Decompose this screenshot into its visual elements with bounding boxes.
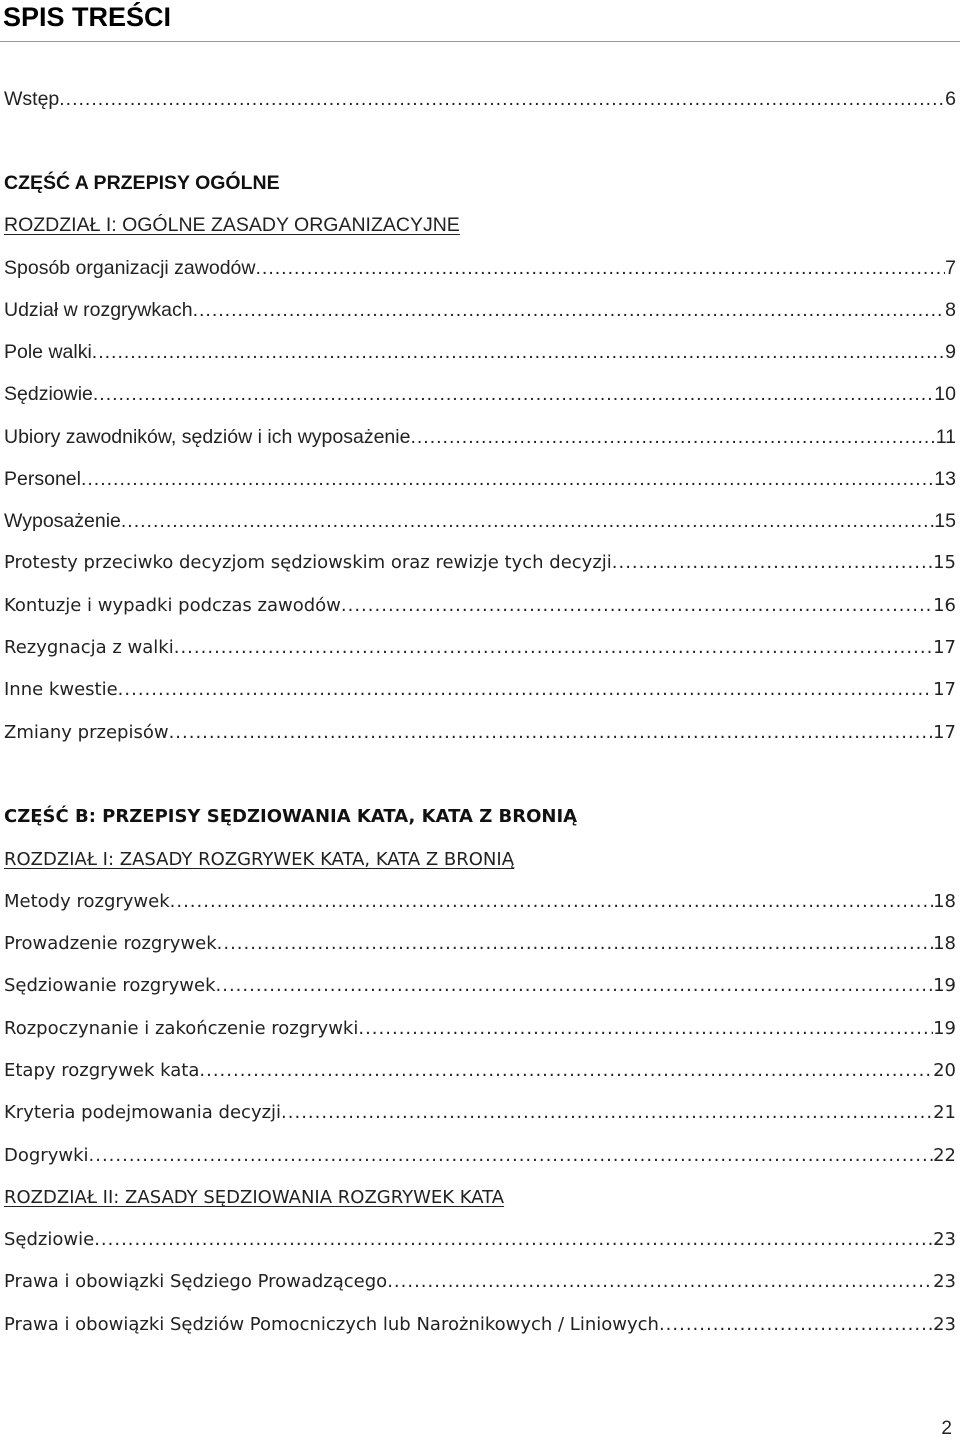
toc-dot-leader <box>217 930 933 958</box>
toc-entry-label: Kryteria podejmowania decyzji <box>4 1102 282 1123</box>
toc-entry-label: Rezygnacja z walki <box>4 637 174 658</box>
toc-entry[interactable] <box>4 254 956 282</box>
toc-entry[interactable] <box>4 465 956 493</box>
toc-entry-label: Wyposażenie <box>4 510 121 532</box>
part-a-chapter-1-title[interactable]: ROZDZIAŁ I: OGÓLNE ZASADY ORGANIZACYJNE <box>4 214 460 236</box>
title-divider <box>0 41 960 42</box>
page-title: SPIS TREŚCI <box>3 2 172 32</box>
toc-entry[interactable] <box>4 592 956 620</box>
toc-dot-leader <box>659 1311 933 1339</box>
toc-entry-page: 17 <box>933 679 956 700</box>
toc-entry-page: 6 <box>945 88 956 110</box>
toc-entry-page: 19 <box>933 975 956 996</box>
part-b-heading: CZĘŚĆ B: PRZEPISY SĘDZIOWANIA KATA, KATA Z BRONIĄ <box>4 806 578 827</box>
toc-dot-leader <box>612 549 933 577</box>
toc-entry-label: Kontuzje i wypadki podczas zawodów <box>4 595 341 616</box>
toc-entry-label: Prawa i obowiązki Sędziów Pomocniczych lub Narożnikowych / Liniowych <box>4 1314 659 1335</box>
toc-dot-leader <box>121 507 934 535</box>
toc-entry-page: 8 <box>945 299 956 321</box>
toc-entry-label: Prowadzenie rozgrywek <box>4 933 217 954</box>
toc-dot-leader <box>199 1057 933 1085</box>
toc-entry-label: Zmiany przepisów <box>4 722 169 743</box>
toc-entry[interactable] <box>4 888 956 916</box>
part-b-chapter-2-title[interactable]: ROZDZIAŁ II: ZASADY SĘDZIOWANIA ROZGRYWEK KATA <box>4 1187 505 1208</box>
toc-entry[interactable] <box>4 1268 956 1296</box>
toc-entry-label: Personel <box>4 468 81 490</box>
toc-entry-label: Rozpoczynanie i zakończenie rozgrywki <box>4 1018 359 1039</box>
toc-entry-page: 9 <box>945 341 956 363</box>
toc-entry[interactable] <box>4 549 956 577</box>
toc-entry-page: 23 <box>933 1271 956 1292</box>
toc-entry[interactable] <box>4 1015 956 1043</box>
toc-dot-leader <box>81 465 934 493</box>
toc-entry[interactable] <box>4 1057 956 1085</box>
toc-entry[interactable] <box>4 1226 956 1254</box>
toc-entry-page: 18 <box>933 933 956 954</box>
toc-entry-label: Etapy rozgrywek kata <box>4 1060 200 1081</box>
toc-dot-leader <box>358 1015 933 1043</box>
toc-dot-leader <box>59 85 945 113</box>
toc-entry-label: Sposób organizacji zawodów <box>4 257 256 279</box>
toc-entry-label: Ubiory zawodników, sędziów i ich wyposażenie <box>4 426 411 448</box>
toc-entry[interactable] <box>4 338 956 366</box>
toc-entry-page: 18 <box>933 891 956 912</box>
toc-entry[interactable] <box>4 634 956 662</box>
toc-entry-page: 16 <box>933 595 956 616</box>
toc-dot-leader <box>93 380 934 408</box>
toc-entry[interactable] <box>4 423 956 451</box>
toc-entry-page: 20 <box>933 1060 956 1081</box>
toc-dot-leader <box>387 1268 933 1296</box>
toc-entry-page: 22 <box>933 1145 956 1166</box>
toc-entry-page: 17 <box>933 637 956 658</box>
toc-dot-leader <box>281 1099 933 1127</box>
toc-entry-page: 11 <box>935 426 956 448</box>
toc-entry-label: Metody rozgrywek <box>4 891 170 912</box>
toc-entry-page: 15 <box>934 510 956 532</box>
toc-dot-leader <box>174 634 933 662</box>
toc-dot-leader <box>410 423 935 451</box>
toc-entry[interactable] <box>4 1099 956 1127</box>
toc-entry-label: Wstęp <box>4 88 60 110</box>
toc-entry[interactable] <box>4 507 956 535</box>
toc-dot-leader <box>193 296 946 324</box>
toc-entry-page: 21 <box>933 1102 956 1123</box>
toc-entry-label: Sędziowanie rozgrywek <box>4 975 216 996</box>
toc-entry-page: 7 <box>945 257 956 279</box>
toc-entry[interactable] <box>4 1142 956 1170</box>
toc-entry-page: 23 <box>933 1229 956 1250</box>
toc-entry-label: Udział w rozgrywkach <box>4 299 193 321</box>
toc-dot-leader <box>216 972 934 1000</box>
toc-dot-leader <box>94 1226 933 1254</box>
toc-entry[interactable] <box>4 719 956 747</box>
toc-entry-label: Dogrywki <box>4 1145 89 1166</box>
toc-dot-leader <box>169 719 934 747</box>
toc-dot-leader <box>89 1142 934 1170</box>
part-b-chapter-1-title[interactable]: ROZDZIAŁ I: ZASADY ROZGRYWEK KATA, KATA Z BRONIĄ <box>4 849 515 870</box>
toc-dot-leader <box>341 592 933 620</box>
toc-entry[interactable] <box>4 676 956 704</box>
part-a-heading: CZĘŚĆ A PRZEPISY OGÓLNE <box>4 172 280 194</box>
page-number: 2 <box>941 1418 952 1439</box>
toc-entry[interactable] <box>4 380 956 408</box>
toc-entry-page: 19 <box>933 1018 956 1039</box>
toc-dot-leader <box>118 676 933 704</box>
toc-entry-label: Inne kwestie <box>4 679 118 700</box>
toc-entry-page: 23 <box>933 1314 956 1335</box>
toc-entry-label: Sędziowie <box>4 383 93 405</box>
toc-entry-page: 10 <box>934 383 956 405</box>
toc-entry-label: Protesty przeciwko decyzjom sędziowskim oraz rewizje tych decyzji <box>4 552 612 573</box>
toc-entry-label: Sędziowie <box>4 1229 95 1250</box>
toc-dot-leader <box>255 254 945 282</box>
toc-dot-leader <box>170 888 933 916</box>
toc-entry-page: 15 <box>933 552 956 573</box>
toc-entry-intro[interactable] <box>4 85 956 113</box>
toc-entry[interactable] <box>4 296 956 324</box>
toc-dot-leader <box>92 338 945 366</box>
toc-entry-page: 17 <box>933 722 956 743</box>
toc-entry-label: Pole walki <box>4 341 92 363</box>
toc-entry-page: 13 <box>934 468 956 490</box>
toc-entry[interactable] <box>4 930 956 958</box>
toc-entry[interactable] <box>4 1311 956 1339</box>
toc-entry-label: Prawa i obowiązki Sędziego Prowadzącego <box>4 1271 388 1292</box>
toc-entry[interactable] <box>4 972 956 1000</box>
